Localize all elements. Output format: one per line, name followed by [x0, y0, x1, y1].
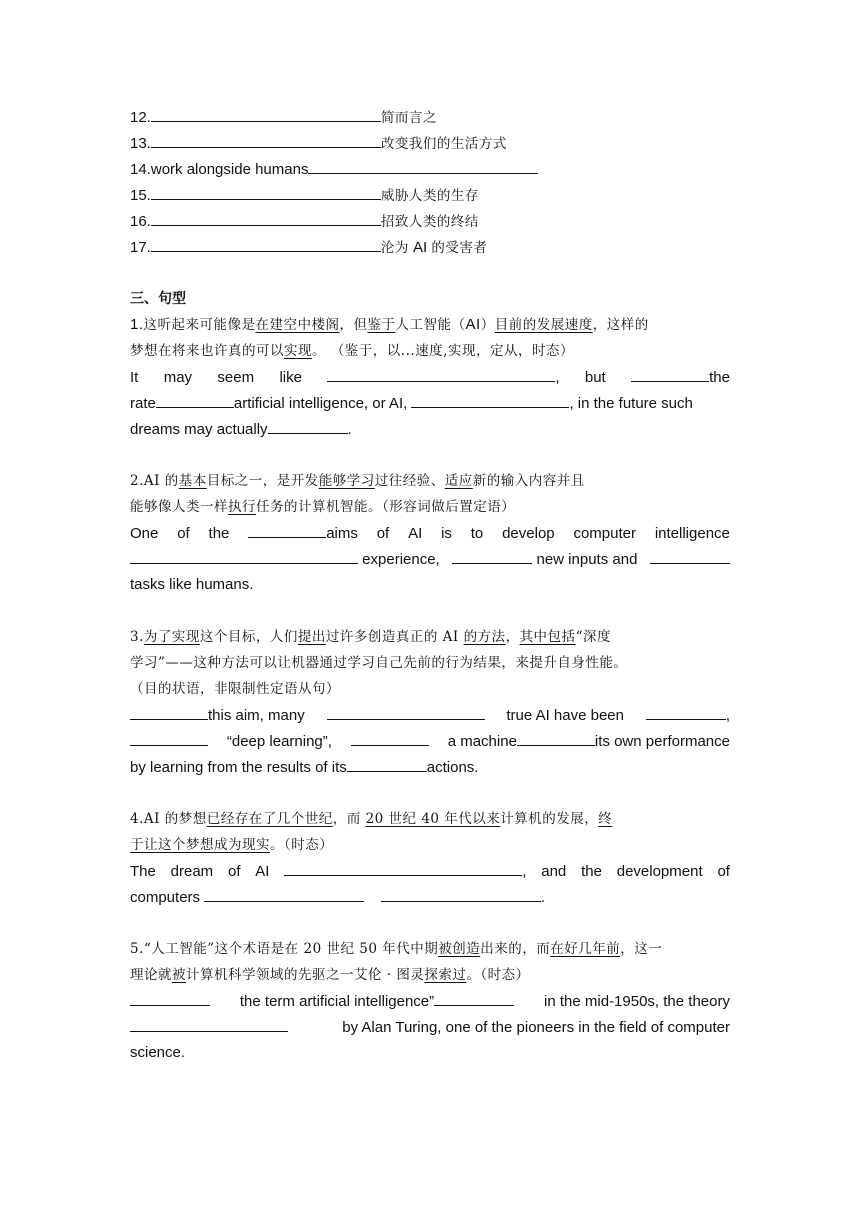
s1-underlined-phrase: 在建空中楼阁	[255, 317, 340, 333]
phrase-item-12	[130, 104, 730, 130]
answer-blank[interactable]	[411, 390, 569, 408]
item-number: 16.	[130, 213, 151, 230]
phrase-chinese: 改变我们的生活方式	[380, 136, 507, 152]
item-number: 17.	[130, 239, 151, 256]
answer-blank[interactable]	[151, 182, 381, 200]
s2-underlined-phrase: 能够学习	[318, 473, 375, 489]
s3-text: 3.	[130, 629, 144, 645]
s2-text: 2.AI 的	[130, 473, 179, 489]
item-number: 14.	[130, 161, 151, 178]
answer-blank[interactable]	[156, 390, 234, 408]
answer-blank[interactable]	[130, 728, 208, 746]
s5-text: 5.“人工智能”这个术语是在 20 世纪 50 年代中期	[130, 941, 439, 957]
s3-chinese-line-3: （目的状语，非限制性定语从句）	[130, 681, 340, 697]
word: intelligence	[654, 525, 730, 542]
answer-blank[interactable]	[130, 702, 208, 720]
phrase-item-13	[130, 130, 730, 156]
s5-english-line-2	[130, 1014, 730, 1040]
s1-number: 1.	[130, 316, 144, 333]
s3-underlined-phrase: 提出	[297, 629, 326, 645]
text: dreams may actually	[130, 421, 268, 438]
s4-underlined-phrase: 20 世纪 40 年代以来	[365, 811, 501, 827]
s5-english-line-1	[130, 988, 730, 1014]
word: like	[279, 369, 302, 386]
s2-english-line-2	[130, 546, 730, 572]
answer-blank[interactable]	[268, 416, 348, 434]
phrase-chinese: 威胁人类的生存	[380, 188, 479, 204]
answer-blank[interactable]	[327, 364, 555, 382]
s3-english-line-3	[130, 754, 730, 780]
word: rate	[130, 395, 156, 412]
word: and	[541, 863, 567, 880]
answer-blank[interactable]	[327, 702, 485, 720]
s1-english-line-2	[130, 390, 730, 416]
answer-blank[interactable]	[151, 234, 381, 252]
worksheet-page	[130, 104, 730, 1066]
phrase-chinese: 简而言之	[380, 110, 437, 126]
s3-chinese-line-1	[130, 624, 730, 650]
text: , in the future such	[569, 395, 693, 412]
s5-text: 计算机科学领域的先驱之一艾伦 · 图灵	[186, 967, 425, 983]
s1-text: ，这样的	[592, 317, 649, 333]
answer-blank[interactable]	[517, 728, 595, 746]
word: seem	[217, 369, 255, 386]
s1-underlined-phrase: 鉴于	[367, 317, 396, 333]
answer-blank[interactable]	[434, 988, 514, 1006]
answer-blank[interactable]	[646, 702, 726, 720]
s3-text: 这个目标，人们	[199, 629, 298, 645]
phrase-item-14	[130, 156, 730, 182]
phrase-english: work alongside humans	[150, 161, 309, 178]
answer-blank[interactable]	[381, 884, 541, 902]
word: computers	[130, 889, 201, 906]
s4-chinese-line-2	[130, 832, 730, 858]
s2-underlined-phrase: 执行	[228, 499, 256, 515]
answer-blank[interactable]	[151, 130, 381, 148]
word: is	[441, 525, 452, 542]
text: by learning from the results of its	[130, 759, 347, 776]
text: this aim, many	[208, 707, 305, 724]
word: AI	[408, 525, 423, 542]
text: “deep learning”,	[226, 733, 332, 750]
s1-underlined-phrase: 目前的发展速度	[494, 317, 593, 333]
word: AI	[255, 863, 270, 880]
word: of	[717, 863, 730, 880]
s3-underlined-phrase: 为了实现	[143, 629, 200, 645]
s3-english-line-2	[130, 728, 730, 754]
word: but	[584, 369, 606, 386]
answer-blank[interactable]	[151, 208, 381, 226]
answer-blank[interactable]	[130, 988, 210, 1006]
s4-text: 4.AI 的梦想	[130, 811, 207, 827]
s5-text: 理论就	[130, 967, 172, 983]
word: One	[130, 525, 159, 542]
s4-text: ，而	[332, 811, 366, 827]
text: a machine	[447, 733, 517, 750]
answer-blank[interactable]	[631, 364, 709, 382]
s4-underlined-phrase: 终	[598, 811, 613, 827]
text: ,	[725, 707, 730, 724]
s2-text: 任务的计算机智能。（形容词做后置定语）	[256, 499, 516, 515]
item-number: 12.	[130, 109, 151, 126]
s5-text: ，这一	[620, 941, 663, 957]
item-number: 15.	[130, 187, 151, 204]
s4-text: 计算机的发展，	[500, 811, 599, 827]
answer-blank[interactable]	[351, 728, 429, 746]
s2-english-line-1	[130, 520, 730, 546]
word: It	[130, 369, 139, 386]
s4-english-line-1	[130, 858, 730, 884]
s5-chinese-line-1	[130, 936, 730, 962]
s1-chinese-line-1	[130, 312, 730, 338]
s3-text: ，	[505, 629, 520, 645]
s1-chinese-line-2	[130, 338, 730, 364]
s1-underlined-phrase: 实现	[284, 343, 312, 359]
s4-chinese-line-1	[130, 806, 730, 832]
word: The	[130, 863, 156, 880]
s4-english-line-2	[130, 884, 730, 910]
answer-blank[interactable]	[151, 104, 381, 122]
text: by Alan Turing, one of the pioneers in the field of computer	[342, 1019, 730, 1036]
answer-blank[interactable]	[650, 546, 730, 564]
s1-text: 梦想在将来也许真的可以	[130, 343, 284, 359]
answer-blank[interactable]	[248, 520, 326, 538]
s1-ai: AI	[465, 316, 481, 333]
word: of	[177, 525, 190, 542]
s1-text: 。 （鉴于，以...速度,实现，定从，时态）	[312, 343, 574, 359]
answer-blank[interactable]	[347, 754, 427, 772]
s2-chinese-line-1	[130, 468, 730, 494]
s1-text: 人工智能（	[395, 317, 466, 333]
s4-underlined-phrase: 已经存在了几个世纪	[206, 811, 333, 827]
s2-english-line-3: tasks like humans.	[130, 576, 254, 593]
section-title: 三、句型	[130, 291, 186, 307]
phrase-chinese: 沦为	[380, 240, 409, 256]
s5-underlined-phrase: 被	[172, 967, 186, 983]
s1-text: 这听起来可能像是	[143, 317, 256, 333]
text: its own performance	[594, 733, 730, 750]
text: .	[540, 889, 546, 906]
s2-underlined-phrase: 基本	[178, 473, 207, 489]
word: of	[227, 863, 241, 880]
s5-underlined-phrase: 探索过	[424, 967, 467, 983]
phrase-item-17	[130, 234, 730, 260]
s2-text: 过往经验、	[374, 473, 445, 489]
s3-underlined-phrase: 其中包括	[519, 629, 576, 645]
phrase-ai: AI	[413, 239, 428, 256]
s5-english-line-3: science.	[130, 1044, 186, 1061]
word: of	[376, 525, 390, 542]
word: computer	[573, 525, 636, 542]
word: develop	[502, 525, 555, 542]
answer-blank[interactable]	[130, 546, 358, 564]
s1-english-line-1	[130, 364, 730, 390]
s2-text: 能够像人类一样	[130, 499, 228, 515]
s5-chinese-line-2	[130, 962, 730, 988]
answer-blank[interactable]	[308, 156, 538, 174]
word: the	[581, 863, 602, 880]
word: ,	[555, 369, 560, 386]
s3-text: 过许多创造真正的 AI	[325, 629, 464, 645]
s1-english-line-3	[130, 416, 730, 442]
text: actions.	[426, 759, 479, 776]
answer-blank[interactable]	[204, 884, 364, 902]
text: new inputs and	[536, 551, 638, 568]
word: dream	[170, 863, 214, 880]
s3-chinese-line-2: 学习”——这种方法可以让机器通过学习自己先前的行为结果，来提升自身性能。	[130, 655, 628, 671]
phrase-chinese: 招致人类的终结	[380, 214, 479, 230]
text: in the mid-1950s, the theory	[544, 993, 730, 1010]
s2-text: 新的输入内容并且	[472, 473, 585, 489]
s3-english-line-1	[130, 702, 730, 728]
answer-blank[interactable]	[130, 1014, 288, 1032]
s5-underlined-phrase: 被创造	[438, 941, 481, 957]
text: .	[347, 421, 352, 438]
s3-text: “深度	[575, 629, 611, 645]
word: the	[709, 369, 730, 386]
answer-blank[interactable]	[452, 546, 532, 564]
text: artificial intelligence, or AI,	[233, 395, 408, 412]
s2-chinese-line-2	[130, 494, 730, 520]
s2-text: 目标之一，是开发	[206, 473, 319, 489]
s5-underlined-phrase: 在好几年前	[550, 941, 621, 957]
word: may	[163, 369, 193, 386]
s4-underlined-phrase: 于让这个梦想成为现实	[130, 837, 270, 853]
word: development	[616, 863, 703, 880]
s3-underlined-phrase: 的方法	[463, 629, 506, 645]
s2-underlined-phrase: 适应	[444, 473, 473, 489]
phrase-chinese: 的受害者	[431, 240, 488, 256]
s5-text: 出来的，而	[480, 941, 551, 957]
word: to	[470, 525, 484, 542]
text: experience,	[362, 551, 440, 568]
item-number: 13.	[130, 135, 151, 152]
text: true AI have been	[506, 707, 624, 724]
s1-text: ，但	[339, 317, 368, 333]
word: the	[208, 525, 230, 542]
word: ,	[522, 863, 527, 880]
answer-blank[interactable]	[284, 858, 522, 876]
word: aims	[326, 525, 358, 542]
s1-text: ）	[480, 317, 495, 333]
phrase-item-16	[130, 208, 730, 234]
s4-text: 。（时态）	[270, 837, 334, 853]
s5-text: 。（时态）	[466, 967, 530, 983]
text: the term artificial intelligence”	[239, 993, 435, 1010]
phrase-item-15	[130, 182, 730, 208]
